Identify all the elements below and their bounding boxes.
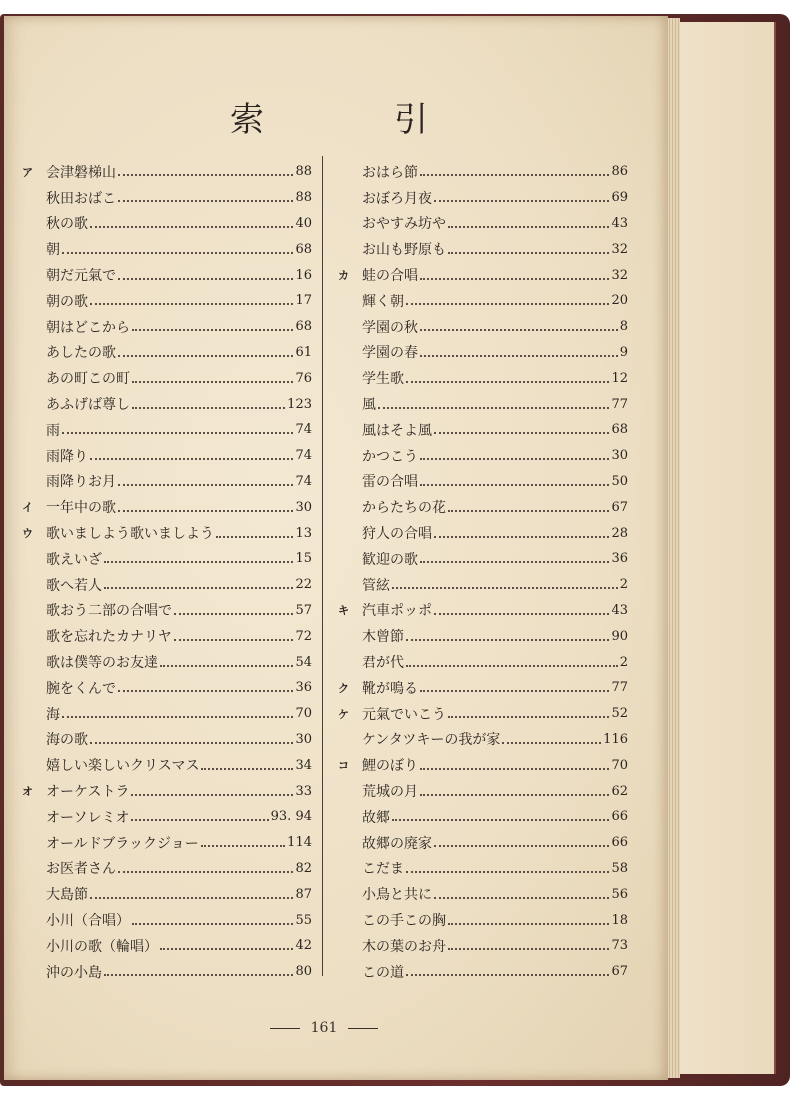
leader-dots: [434, 431, 609, 434]
leader-dots: [420, 354, 618, 357]
entry-title: 朝: [46, 242, 60, 259]
index-entry: [22, 236, 312, 262]
leader-dots: [174, 638, 294, 641]
index-entry: [22, 649, 312, 675]
leader-dots: [90, 741, 293, 744]
kana-heading: キ: [338, 604, 349, 618]
index-entry: [22, 211, 312, 237]
leader-dots: [118, 483, 293, 486]
entry-page-number: 54: [295, 654, 312, 670]
leader-dots: [502, 741, 601, 744]
index-entry: [22, 494, 312, 520]
entry-page-number: 67: [611, 499, 628, 515]
page-number: 161: [310, 1020, 338, 1036]
entry-page-number: 90: [611, 628, 628, 644]
index-entry: [22, 520, 312, 546]
entry-title: 学園の秋: [362, 319, 418, 336]
entry-title: からたちの花: [362, 500, 446, 517]
leader-dots: [434, 612, 609, 615]
entry-page-number: 8: [619, 319, 628, 335]
index-entry: [22, 443, 312, 469]
entry-page-number: 66: [611, 809, 628, 825]
index-entry: [22, 701, 312, 727]
entry-title: 嬉しい楽しいクリスマス: [46, 758, 200, 775]
index-entry: [22, 365, 312, 391]
kana-heading: ア: [22, 165, 33, 179]
leader-dots: [90, 302, 293, 305]
leader-dots: [132, 406, 285, 409]
entry-title: こだま: [362, 861, 404, 878]
index-entry: [338, 443, 628, 469]
entry-page-number: 77: [611, 680, 628, 696]
entry-page-number: 74: [295, 473, 312, 489]
title-char-1: 索: [230, 99, 266, 140]
entry-title: ケンタツキーの我が家: [362, 732, 501, 749]
leader-dots: [420, 767, 609, 770]
title-char-2: 引: [394, 99, 430, 140]
entry-title: 狩人の合唱: [362, 526, 432, 543]
entry-page-number: 58: [611, 860, 628, 876]
leader-dots: [448, 251, 609, 254]
entry-title: 歓迎の歌: [362, 551, 418, 568]
kana-heading: ケ: [338, 707, 349, 721]
footer-rule-left: [270, 1028, 300, 1029]
leader-dots: [434, 535, 609, 538]
index-entry: [22, 262, 312, 288]
entry-title: 風はそよ風: [362, 422, 432, 439]
entry-page-number: 73: [611, 938, 628, 954]
kana-heading: カ: [338, 269, 349, 283]
leader-dots: [406, 302, 609, 305]
entry-page-number: 68: [295, 319, 312, 335]
index-entry: [22, 546, 312, 572]
leader-dots: [420, 560, 609, 563]
entry-page-number: 77: [611, 396, 628, 412]
leader-dots: [448, 715, 609, 718]
index-entry: [22, 675, 312, 701]
leader-dots: [118, 277, 293, 280]
footer-rule-right: [348, 1028, 378, 1029]
index-entry: [338, 856, 628, 882]
index-entry: [22, 752, 312, 778]
leader-dots: [132, 380, 293, 383]
entry-title: 学生歌: [362, 371, 404, 388]
entry-title: 雨降り: [46, 448, 88, 465]
entry-title: この手この胸: [362, 913, 446, 929]
leader-dots: [420, 328, 618, 331]
entry-page-number: 40: [295, 215, 312, 231]
leader-dots: [420, 457, 609, 460]
leader-dots: [62, 431, 293, 434]
leader-dots: [160, 947, 293, 950]
index-entry: [22, 391, 312, 417]
leader-dots: [118, 199, 293, 202]
entry-title: おやすみ坊や: [362, 216, 446, 233]
entry-page-number: 9: [619, 344, 628, 360]
index-entry: [22, 907, 312, 933]
leader-dots: [406, 638, 609, 641]
leader-dots: [406, 380, 609, 383]
index-entry: [338, 701, 628, 727]
entry-page-number: 15: [295, 551, 312, 567]
entry-title: 会津磐梯山: [46, 164, 116, 181]
entry-title: 荒城の月: [362, 784, 418, 801]
entry-page-number: 36: [611, 551, 628, 567]
entry-title: オーソレミオ: [46, 809, 130, 826]
leader-dots: [448, 509, 609, 512]
kana-heading: ク: [338, 681, 349, 695]
leader-dots: [62, 715, 293, 718]
leader-dots: [174, 612, 293, 615]
entry-page-number: 74: [295, 448, 312, 464]
entry-title: かつこう: [362, 448, 418, 465]
leader-dots: [131, 818, 268, 821]
entry-title: 風: [362, 397, 376, 414]
leader-dots: [104, 973, 293, 976]
leader-dots: [392, 586, 618, 589]
entry-title: 海の歌: [46, 732, 88, 749]
index-entry: [22, 598, 312, 624]
leader-dots: [104, 560, 293, 563]
index-entry: [338, 778, 628, 804]
entry-title: 秋の歌: [46, 216, 88, 233]
entry-page-number: 56: [611, 886, 628, 902]
entry-page-number: 55: [295, 912, 312, 928]
entry-page-number: 61: [295, 344, 312, 360]
entry-page-number: 43: [611, 602, 628, 618]
entry-title: 歌を忘れたカナリヤ: [46, 629, 172, 646]
entry-title: オールドブラックジョー: [46, 835, 199, 852]
index-entry: [338, 288, 628, 314]
kana-heading: イ: [22, 501, 33, 515]
entry-page-number: 12: [611, 370, 628, 386]
entry-page-number: 42: [295, 938, 312, 954]
entry-page-number: 36: [295, 680, 312, 696]
index-entry: [22, 856, 312, 882]
leader-dots: [201, 767, 293, 770]
index-entry: [338, 159, 628, 185]
entry-page-number: 30: [611, 448, 628, 464]
index-entry: [22, 933, 312, 959]
index-entry: [338, 933, 628, 959]
leader-dots: [104, 586, 293, 589]
leader-dots: [420, 689, 609, 692]
index-entry: [22, 830, 312, 856]
entry-page-number: 116: [603, 731, 628, 747]
entry-title: 汽車ポッポ: [362, 603, 432, 620]
index-page: [4, 16, 668, 1080]
entry-title: 学園の春: [362, 345, 418, 362]
entry-page-number: 87: [295, 886, 312, 902]
entry-page-number: 70: [611, 757, 628, 773]
entry-page-number: 30: [295, 731, 312, 747]
index-entry: [338, 623, 628, 649]
entry-title: お医者さん: [46, 861, 116, 878]
index-entry: [22, 314, 312, 340]
entry-title: 故郷の廃家: [362, 835, 432, 852]
entry-title: 小川の歌（輪唱）: [46, 938, 158, 955]
index-entry: [22, 959, 312, 985]
entry-page-number: 76: [295, 370, 312, 386]
entry-page-number: 33: [295, 783, 312, 799]
entry-title: 朝はどこから: [46, 319, 130, 336]
entry-title: あふげば尊し: [46, 397, 130, 414]
index-entry: [338, 907, 628, 933]
entry-title: あしたの歌: [46, 345, 116, 362]
column-divider: [322, 156, 323, 976]
entry-title: 鯉のぼり: [362, 758, 418, 775]
leader-dots: [378, 406, 609, 409]
leader-dots: [62, 251, 293, 254]
entry-title: 大島節: [46, 887, 88, 904]
entry-title: 歌へ若人: [46, 577, 102, 594]
index-entry: [338, 598, 628, 624]
leader-dots: [448, 922, 609, 925]
index-entry: [338, 391, 628, 417]
entry-title: おはら節: [362, 164, 418, 181]
index-entry: [338, 340, 628, 366]
entry-page-number: 22: [295, 577, 312, 593]
entry-page-number: 88: [295, 190, 312, 206]
index-entry: [338, 675, 628, 701]
entry-page-number: 72: [295, 628, 312, 644]
index-entry: [338, 727, 628, 753]
index-column-left: [22, 159, 312, 985]
entry-page-number: 20: [611, 293, 628, 309]
entry-page-number: 43: [611, 215, 628, 231]
entry-page-number: 50: [611, 473, 628, 489]
leader-dots: [90, 457, 293, 460]
entry-title: 靴が鳴る: [362, 680, 418, 697]
leader-dots: [160, 664, 293, 667]
index-entry: [338, 959, 628, 985]
entry-page-number: 30: [295, 499, 312, 515]
leader-dots: [406, 664, 618, 667]
entry-page-number: 2: [619, 654, 628, 670]
leader-dots: [90, 896, 293, 899]
kana-heading: ウ: [22, 527, 33, 541]
leader-dots: [90, 225, 293, 228]
leader-dots: [392, 818, 609, 821]
index-entry: [22, 340, 312, 366]
entry-title: 故郷: [362, 809, 390, 826]
leader-dots: [434, 844, 609, 847]
entry-page-number: 88: [295, 164, 312, 180]
entry-page-number: 57: [295, 602, 312, 618]
entry-title: 雨降りお月: [46, 474, 116, 491]
entry-title: 木曾節: [362, 629, 404, 646]
leader-dots: [118, 173, 293, 176]
index-entry: [338, 804, 628, 830]
leader-dots: [118, 870, 293, 873]
entry-page-number: 68: [295, 241, 312, 257]
index-entry: [338, 469, 628, 495]
entry-title: 歌えいざ: [46, 551, 102, 568]
entry-title: 君が代: [362, 655, 404, 672]
index-entry: [22, 572, 312, 598]
entry-title: 一年中の歌: [46, 500, 116, 517]
index-entry: [22, 288, 312, 314]
leader-dots: [420, 793, 609, 796]
entry-page-number: 68: [611, 422, 628, 438]
index-column-right: [338, 159, 628, 985]
entry-page-number: 17: [295, 293, 312, 309]
entry-page-number: 52: [611, 706, 628, 722]
leader-dots: [420, 173, 609, 176]
index-entry: [22, 417, 312, 443]
index-entry: [338, 314, 628, 340]
page-title: [230, 86, 430, 146]
entry-title: この道: [362, 964, 404, 981]
leader-dots: [448, 225, 609, 228]
leader-dots: [406, 870, 609, 873]
leader-dots: [406, 973, 609, 976]
entry-page-number: 66: [611, 835, 628, 851]
entry-title: 秋田おばこ: [46, 190, 116, 207]
index-entry: [338, 417, 628, 443]
entry-page-number: 16: [295, 267, 312, 283]
leader-dots: [216, 535, 293, 538]
index-entry: [22, 804, 312, 830]
entry-page-number: 2: [619, 577, 628, 593]
entry-title: おぼろ月夜: [362, 190, 432, 207]
leader-dots: [201, 844, 285, 847]
entry-page-number: 67: [611, 964, 628, 980]
entry-page-number: 32: [611, 241, 628, 257]
entry-page-number: 80: [295, 964, 312, 980]
entry-title: 朝の歌: [46, 293, 88, 310]
index-entry: [22, 623, 312, 649]
entry-title: 歌おう二部の合唱で: [46, 603, 172, 620]
kana-heading: オ: [22, 785, 33, 799]
page-footer: [4, 1020, 644, 1036]
entry-title: 海: [46, 706, 60, 723]
index-entry: [338, 572, 628, 598]
index-entry: [338, 211, 628, 237]
index-entry: [338, 236, 628, 262]
entry-page-number: 74: [295, 422, 312, 438]
entry-title: 輝く朝: [362, 293, 404, 310]
entry-title: 沖の小島: [46, 964, 102, 981]
entry-title: 木の葉のお舟: [362, 938, 446, 955]
entry-title: 歌いましよう歌いましよう: [46, 526, 214, 543]
entry-page-number: 86: [611, 164, 628, 180]
entry-title: 雷の合唱: [362, 474, 418, 491]
index-entry: [338, 365, 628, 391]
entry-page-number: 62: [611, 783, 628, 799]
entry-title: 朝だ元氣で: [46, 268, 116, 285]
entry-title: 元氣でいこう: [362, 706, 446, 723]
entry-title: 雨: [46, 422, 60, 439]
entry-title: 小川（合唱）: [46, 913, 130, 929]
entry-page-number: 70: [295, 706, 312, 722]
index-entry: [338, 752, 628, 778]
entry-page-number: 34: [295, 757, 312, 773]
entry-title: あの町この町: [46, 371, 130, 388]
entry-title: 腕をくんで: [46, 680, 116, 697]
leader-dots: [420, 277, 609, 280]
entry-page-number: 114: [287, 835, 312, 851]
entry-title: お山も野原も: [362, 242, 446, 259]
endpaper: [676, 22, 776, 1074]
leader-dots: [118, 689, 293, 692]
entry-title: 管絃: [362, 577, 390, 594]
index-entry: [338, 494, 628, 520]
entry-page-number: 18: [611, 912, 628, 928]
leader-dots: [132, 328, 293, 331]
index-entry: [338, 881, 628, 907]
leader-dots: [118, 354, 293, 357]
index-entry: [338, 649, 628, 675]
index-entry: [22, 185, 312, 211]
entry-page-number: 28: [611, 525, 628, 541]
index-entry: [22, 778, 312, 804]
entry-title: オーケストラ: [46, 784, 130, 801]
index-entry: [22, 881, 312, 907]
leader-dots: [420, 483, 609, 486]
index-entry: [22, 727, 312, 753]
index-entry: [22, 159, 312, 185]
index-entry: [338, 185, 628, 211]
entry-title: 蛙の合唱: [362, 268, 418, 285]
entry-page-number: 69: [611, 190, 628, 206]
entry-page-number: 82: [295, 860, 312, 876]
entry-page-number: 93. 94: [270, 809, 312, 825]
entry-page-number: 123: [287, 396, 312, 412]
leader-dots: [118, 509, 293, 512]
entry-title: 小鳥と共に: [362, 887, 432, 904]
leader-dots: [132, 922, 293, 925]
index-entry: [338, 520, 628, 546]
leader-dots: [448, 947, 609, 950]
kana-heading: コ: [338, 759, 349, 773]
entry-page-number: 32: [611, 267, 628, 283]
leader-dots: [434, 199, 609, 202]
entry-page-number: 13: [295, 525, 312, 541]
entry-title: 歌は僕等のお友達: [46, 655, 158, 672]
index-entry: [338, 830, 628, 856]
index-entry: [338, 262, 628, 288]
leader-dots: [131, 793, 293, 796]
index-entry: [338, 546, 628, 572]
leader-dots: [434, 896, 609, 899]
index-entry: [22, 469, 312, 495]
